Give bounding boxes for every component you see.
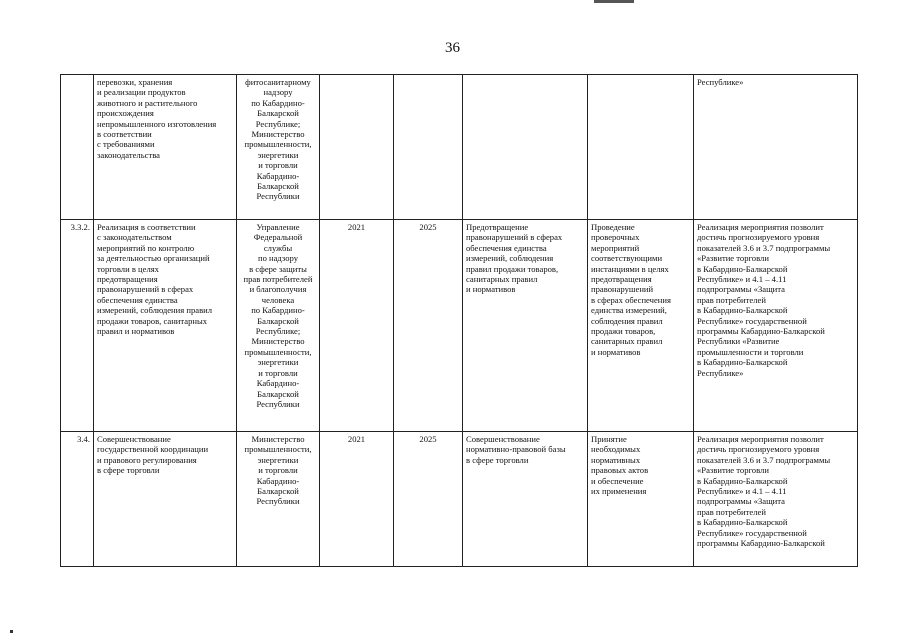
table-row [61,432,858,567]
row-number-cell: 3.4. [61,432,94,567]
main-actions-cell: Проведение проверочных мероприятий соответствующими инстанциями в целях предотвращения правонарушений в сферах обеспечения единства измерений, соблюдения правил продажи товаров, санитарных правил и нормативов [588,220,694,432]
main-actions-cell: Принятие необходимых нормативных правовых актов и обеспечение их применения [588,432,694,567]
relation-to-indicators-cell: Реализация мероприятия позволит достичь прогнозируемого уровня показателей 3.6 и 3.7 подпрограммы «Развитие торговли в Кабардино-Балкарской Республике» и 4.1 – 4.11 подпрограммы «Защита прав потребителей в Кабардино-Балкарской Республике» государственной программы Кабардино-Балкарской [694,432,858,567]
executor-cell: фитосанитарному надзору по Кабардино- Балкарской Республике; Министерство промышленности, энергетики и торговли Кабардино- Балкарской Республики [237,75,320,220]
relation-to-indicators-cell: Реализация мероприятия позволит достичь прогнозируемого уровня показателей 3.6 и 3.7 подпрограммы «Развитие торговли в Кабардино-Балкарской Республике» и 4.1 – 4.11 подпрограммы «Защита прав потребителей в Кабардино-Балкарской Республике» государственной программы Кабардино-Балкарской Республики «Развитие промышленности и торговли в Кабардино-Балкарской Республике» [694,220,858,432]
end-year-cell: 2025 [394,432,463,567]
start-year-cell: 2021 [320,432,394,567]
page-number: 36 [445,40,460,56]
scan-mark [594,0,634,3]
table-row [61,220,858,432]
table-row [61,75,858,220]
row-number-cell: 3.3.2. [61,220,94,432]
executor-cell: Министерство промышленности, энергетики и торговли Кабардино- Балкарской Республики [237,432,320,567]
scan-dot [10,630,13,633]
row-number-cell [61,75,94,220]
activity-name-cell: Совершенствование государственной координации и правового регулирования в сфере торговли [94,432,237,567]
executor-cell: Управление Федеральной службы по надзору в сфере защиты прав потребителей и благополучия человека по Кабардино- Балкарской Республике; Министерство промышленности, энергетики и торговли Кабардино- Балкарской Республики [237,220,320,432]
end-year-cell [394,75,463,220]
expected-result-cell: Предотвращение правонарушений в сферах обеспечения единства измерений, соблюдения правил продажи товаров, санитарных правил и нормативов [463,220,588,432]
end-year-cell: 2025 [394,220,463,432]
activity-name-cell: Реализация в соответствии с законодательством мероприятий по контролю за деятельностью организаций торговли в целях предотвращения правонарушений в сферах обеспечения единства измерений, соблюдения правил продажи товаров, санитарных правил и нормативов [94,220,237,432]
relation-to-indicators-cell: Республике» [694,75,858,220]
main-actions-cell [588,75,694,220]
start-year-cell [320,75,394,220]
activity-name-cell: перевозки, хранения и реализации продуктов животного и растительного происхождения непромышленного изготовления в соответствии с требованиями законодательства [94,75,237,220]
start-year-cell: 2021 [320,220,394,432]
expected-result-cell: Совершенствование нормативно-правовой базы в сфере торговли [463,432,588,567]
program-table [60,74,858,567]
expected-result-cell [463,75,588,220]
